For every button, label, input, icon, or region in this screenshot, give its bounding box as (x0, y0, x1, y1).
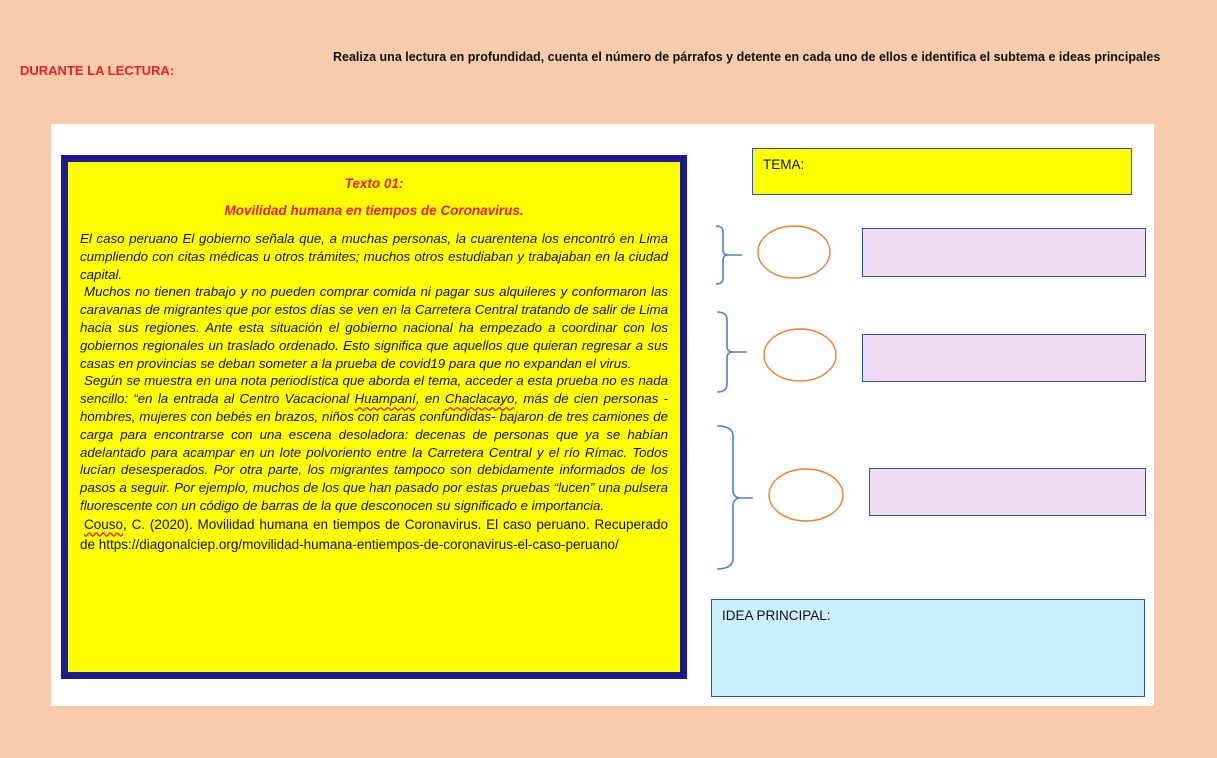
subtema-box-3[interactable] (869, 468, 1146, 516)
reading-text-box (61, 155, 687, 679)
section-label: DURANTE LA LECTURA: (20, 63, 175, 78)
tema-box[interactable] (752, 148, 1132, 195)
text-title: Texto 01: (344, 176, 404, 191)
brace-2 (715, 310, 749, 394)
paragraph-3 (80, 372, 668, 514)
citation-rest: , C. (2020). Movilidad humana en tiempos de Coronavirus. El caso peruano. Recuperado de https://diagonalciep.org/movilidad-humana-entiempos-de-coronavirus-el-caso-peruano/ (80, 516, 668, 552)
citation-author: Couso (84, 516, 124, 532)
subtema-oval-1[interactable] (756, 224, 832, 280)
paragraph-3-part-a: Según se muestra en una nota periodística que aborda el tema, acceder a esta prueba no es nada sencillo: “en la entrada al Centro Vacacional (80, 373, 668, 407)
subtema-box-2[interactable] (862, 334, 1146, 382)
spelling-flag-huampani: Huampaní (354, 391, 416, 407)
subtema-box-1[interactable] (862, 228, 1146, 277)
paragraph-2: Muchos no tienen trabajo y no pueden comprar comida ni pagar sus alquileres y conformaron las caravanas de migrantes que por estos días se ven en la Carretera Central tratando de salir de Lima hacia sus regiones. Ante esta situación el gobierno nacional ha empezado a coordinar con los gobiernos regionales un traslado ordenado. Esto significa que aquellos que quieran regresar a sus casas en provincias se deban someter a la prueba de covid19 para que no expandan el virus. (80, 284, 668, 371)
paragraph-3-part-c: , más de cien personas -hombres, mujeres con bebés en brazos, niños con caras confundidas- bajaron de tres camiones de carga para encontrarse con una escena desoladora: decenas de personas que ya se habían adelantado para acampar en un lote polvoriento entre la Carretera Central y el río Rímac. Todos lucían desesperados. Por otra parte, los migrantes tampoco son debidamente informados de los pasos a seguir. Por ejemplo, muchos de los que han pasado por estas pruebas “lucen” una pulsera fluorescente con un código de barras de la que desconocen su significado e importancia. (80, 391, 668, 513)
text-body (80, 230, 668, 555)
paragraph-3-part-b: , en (415, 391, 445, 407)
subtema-oval-3[interactable] (767, 467, 845, 523)
idea-principal-box[interactable] (711, 599, 1145, 697)
worksheet (51, 124, 1154, 706)
citation (80, 515, 668, 555)
brace-3 (715, 424, 755, 572)
tema-label: TEMA: (763, 157, 805, 172)
brace-1 (714, 224, 744, 286)
spelling-flag-chaclacayo: Chaclacayo (444, 391, 515, 407)
idea-principal-label: IDEA PRINCIPAL: (722, 608, 831, 623)
text-subtitle: Movilidad humana en tiempos de Coronavirus. (224, 203, 524, 218)
paragraph-1: El caso peruano El gobierno señala que, a muchas personas, la cuarentena los encontró en Lima cumpliendo con citas médicas u otros trámites; muchos otros estudiaban y trabajaban en la ciudad capital. (80, 231, 668, 282)
instruction-text: Realiza una lectura en profundidad, cuenta el número de párrafos y detente en cada uno de ellos e identifica el subtema e ideas principales (333, 50, 1161, 64)
subtema-oval-2[interactable] (762, 327, 838, 383)
